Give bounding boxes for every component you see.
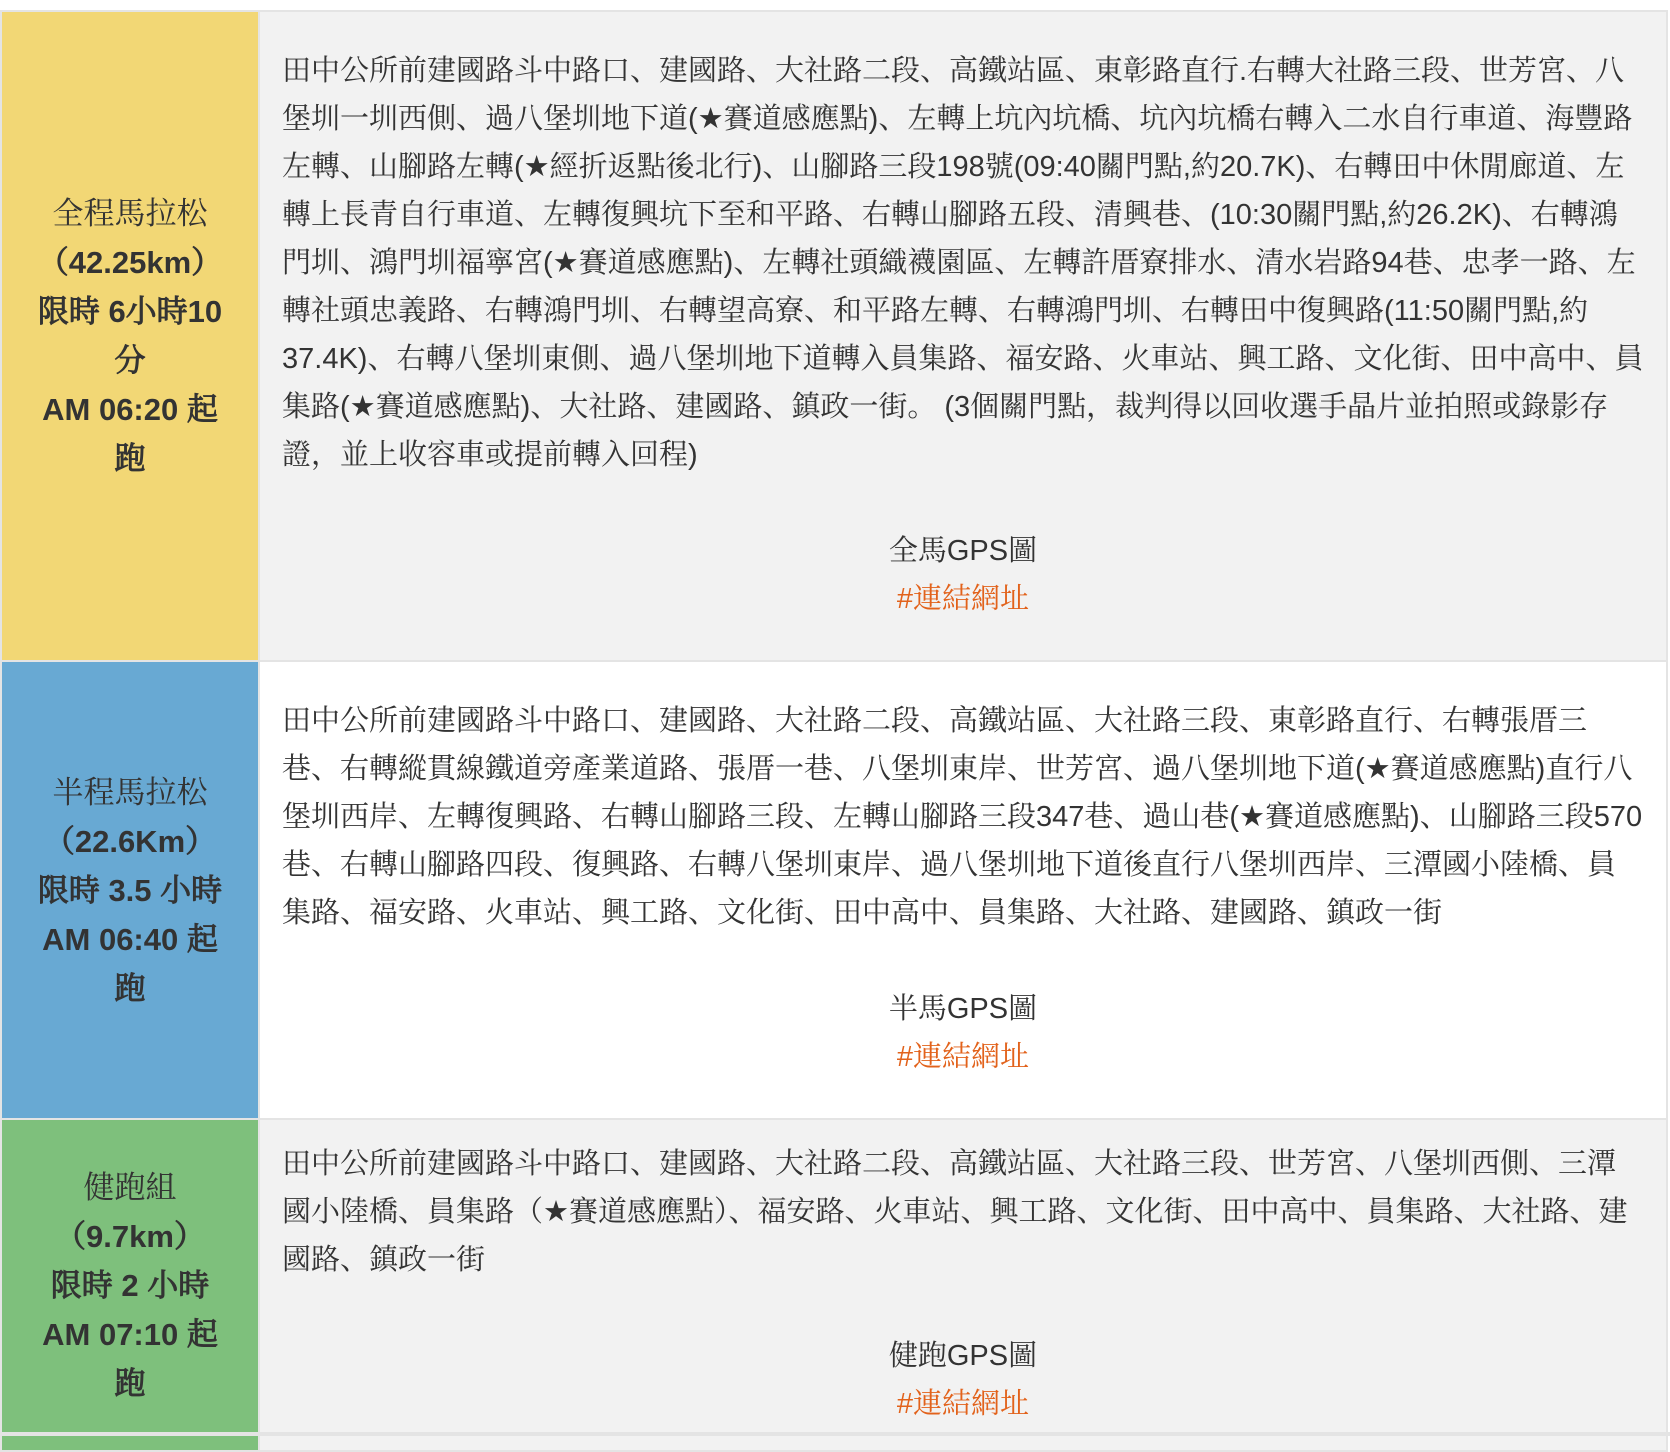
gps-map-link[interactable]: #連結網址 xyxy=(896,583,1030,615)
start-time: AM 06:20 起 xyxy=(42,392,218,427)
gps-block xyxy=(282,527,1644,623)
route-cell-full-marathon xyxy=(259,11,1667,661)
category-distance: （42.25km） xyxy=(37,245,223,280)
start-time-cont: 跑 xyxy=(114,970,146,1006)
category-name: 健跑組 xyxy=(83,1169,177,1205)
route-description: 田中公所前建國路斗中路口、建國路、大社路二段、高鐵站區、大社路三段、世芳宮、八堡圳西側、三潭國小陸橋、員集路（★賽道感應點）、福安路、火車站、興工路、文化街、田中高中、員集路、大社路、建國路、鎮政一街 xyxy=(282,1148,1628,1276)
category-cell-full-marathon xyxy=(1,11,259,661)
race-route-table xyxy=(0,10,1668,1452)
time-limit: 限時 3.5 小時 xyxy=(37,872,223,908)
table-row-fun-run xyxy=(1,1119,1667,1451)
gps-block xyxy=(282,985,1644,1081)
category-distance: （22.6Km） xyxy=(43,823,217,859)
category-name: 全程馬拉松 xyxy=(52,196,208,231)
category-cell-fun-run xyxy=(1,1119,259,1451)
time-limit-cont: 分 xyxy=(114,343,146,378)
gps-block xyxy=(282,1332,1644,1428)
start-time: AM 07:10 起 xyxy=(42,1316,218,1352)
table-row-half-marathon xyxy=(1,661,1667,1119)
route-description: 田中公所前建國路斗中路口、建國路、大社路二段、高鐵站區、大社路三段、東彰路直行、右轉張厝三巷、右轉縱貫線鐵道旁產業道路、張厝一巷、八堡圳東岸、世芳宮、過八堡圳地下道(★賽道感應點)直行八堡圳西岸、左轉復興路、右轉山腳路三段、左轉山腳路三段347巷、過山巷(★賽道感應點)、山腳路三段570巷、右轉山腳路四段、復興路、右轉八堡圳東岸、過八堡圳地下道後直行八堡圳西岸、三潭國小陸橋、員集路、福安路、火車站、興工路、文化街、田中高中、員集路、大社路、建國路、鎮政一街 xyxy=(282,705,1643,929)
table-row-full-marathon xyxy=(1,11,1667,661)
time-limit: 限時 2 小時 xyxy=(50,1267,210,1303)
time-limit: 限時 6小時10 xyxy=(37,294,223,329)
gps-map-title: 健跑GPS圖 xyxy=(888,1340,1038,1372)
gps-map-title: 半馬GPS圖 xyxy=(888,993,1038,1025)
gps-map-link[interactable]: #連結網址 xyxy=(896,1388,1030,1420)
category-name: 半程馬拉松 xyxy=(52,774,208,810)
route-cell-half-marathon xyxy=(259,661,1667,1119)
route-description: 田中公所前建國路斗中路口、建國路、大社路二段、高鐵站區、東彰路直行.右轉大社路三段、世芳宮、八堡圳一圳西側、過八堡圳地下道(★賽道感應點)、左轉上坑內坑橋、坑內坑橋右轉入二水自行車道、海豐路左轉、山腳路左轉(★經折返點後北行)、山腳路三段198號(09:40關門點,約20.7K)、右轉田中休閒廊道、左轉上長青自行車道、左轉復興坑下至和平路、右轉山腳路五段、清興巷、(10:30關門點,約26.2K)、右轉鴻門圳、鴻門圳福寧宮(★賽道感應點)、左轉社頭織襪園區、左轉許厝寮排水、清水岩路94巷、忠孝一路、左轉社頭忠義路、右轉鴻門圳、右轉望高寮、和平路左轉、右轉鴻門圳、右轉田中復興路(11:50關門點,約37.4K)、右轉八堡圳東側、過八堡圳地下道轉入員集路、福安路、火車站、興工路、文化街、田中高中、員集路(★賽道感應點)、大社路、建國路、鎮政一街。 (3個關門點，裁判得以回收選手晶片並拍照或錄影存證，並上收容車或提前轉入回程) xyxy=(282,55,1644,471)
gps-map-link[interactable]: #連結網址 xyxy=(896,1041,1030,1073)
start-time: AM 06:40 起 xyxy=(42,921,218,957)
category-distance: （9.7km） xyxy=(55,1218,205,1254)
start-time-cont: 跑 xyxy=(114,1365,146,1401)
start-time-cont: 跑 xyxy=(114,441,146,476)
route-cell-fun-run xyxy=(259,1119,1667,1451)
bottom-divider xyxy=(0,1432,1670,1436)
category-cell-half-marathon xyxy=(1,661,259,1119)
gps-map-title: 全馬GPS圖 xyxy=(888,535,1038,567)
